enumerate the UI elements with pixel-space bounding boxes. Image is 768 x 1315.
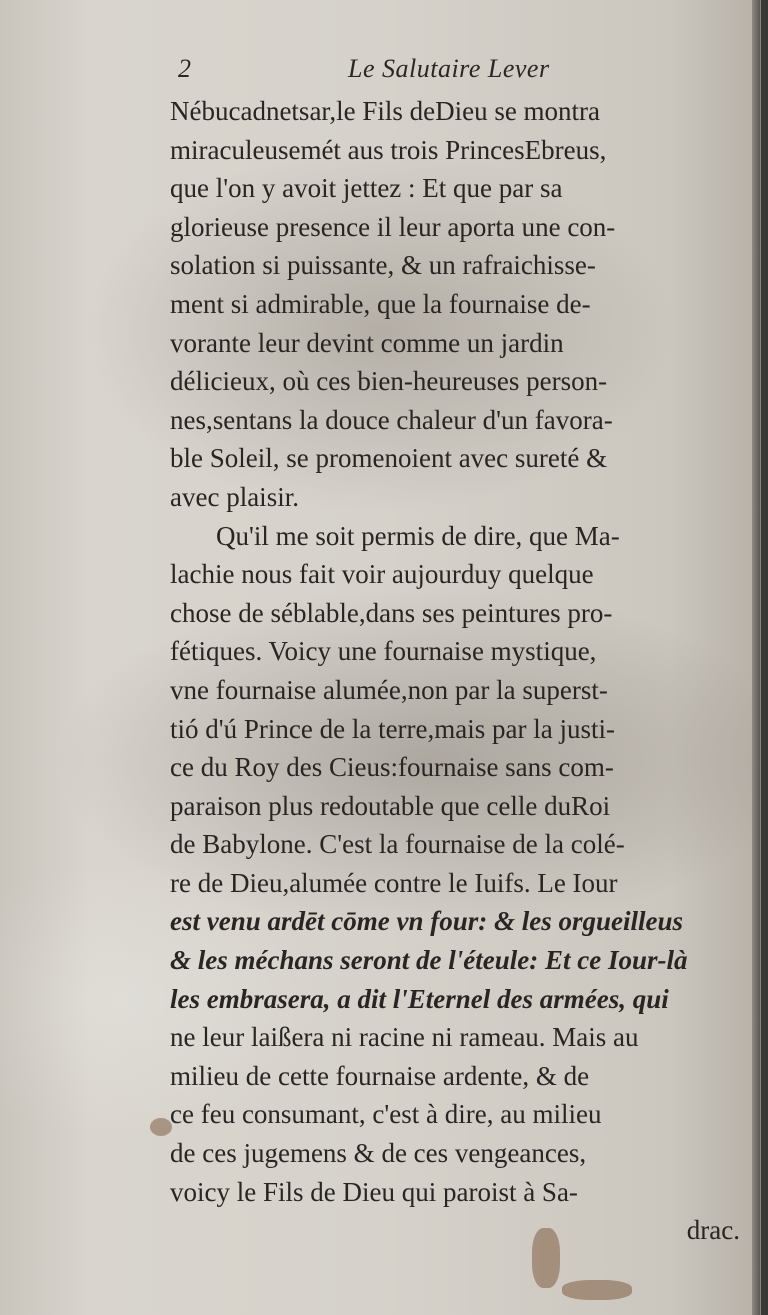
text-line: tió d'ú Prince de la terre,mais par la justi- bbox=[170, 713, 615, 744]
text-line: voicy le Fils de Dieu qui paroist à Sa- bbox=[170, 1176, 578, 1207]
text-line: drac. bbox=[686, 1215, 740, 1246]
italic-quote-line: & les méchans seront de l'éteule: Et ce Iour-là bbox=[170, 945, 688, 976]
italic-quote-line: les embrasera, a dit l'Eternel des armées, qui bbox=[170, 983, 669, 1014]
text-line: vorante leur devint comme un jardin bbox=[170, 327, 564, 358]
text-line: ble Soleil, se promenoient avec sureté & bbox=[170, 443, 608, 474]
paper-stain bbox=[562, 1280, 632, 1300]
text-line: solation si puissante, & un rafraichisse- bbox=[170, 250, 596, 281]
text-line: paraison plus redoutable que celle duRoi bbox=[170, 790, 611, 821]
text-line: milieu de cette fournaise ardente, & de bbox=[170, 1060, 590, 1091]
paper-stain bbox=[150, 1118, 172, 1136]
text-line: Qu'il me soit permis de dire, que Ma- bbox=[216, 520, 620, 551]
text-line: fétiques. Voicy une fournaise mystique, bbox=[170, 636, 597, 667]
text-line: ce feu consumant, c'est à dire, au milieu bbox=[170, 1099, 602, 1130]
text-line: ment si admirable, que la fournaise de- bbox=[170, 288, 591, 319]
running-title: Le Salutaire Lever bbox=[348, 54, 550, 83]
text-line: ne leur laißera ni racine ni rameau. Mais au bbox=[170, 1022, 639, 1053]
text-line: re de Dieu,alumée contre le Iuifs. Le Iour bbox=[170, 867, 618, 898]
text-line: glorieuse presence il leur aporta une con- bbox=[170, 211, 616, 242]
text-line: de Babylone. C'est la fournaise de la colé- bbox=[170, 829, 625, 860]
text-line: nes,sentans la douce chaleur d'un favora- bbox=[170, 404, 613, 435]
text-line: Nébucadnetsar,le Fils deDieu se montra bbox=[170, 96, 601, 126]
text-line: vne fournaise alumée,non par la superst- bbox=[170, 674, 608, 705]
body-text bbox=[170, 92, 758, 1250]
italic-quote-line: est venu ardēt cōme vn four: & les orgueilleus bbox=[170, 906, 683, 937]
text-line: de ces jugemens & de ces vengeances, bbox=[170, 1138, 587, 1169]
text-line: chose de séblable,dans ses peintures pro- bbox=[170, 597, 613, 628]
page-number: 2 bbox=[178, 54, 191, 83]
text-line: délicieux, où ces bien-heureuses person- bbox=[170, 366, 608, 397]
text-line: avec plaisir. bbox=[170, 481, 299, 512]
text-line: ce du Roy des Cieus:fournaise sans com- bbox=[170, 752, 614, 783]
running-head bbox=[178, 54, 758, 90]
text-line: miraculeusemét aus trois PrincesEbreus, bbox=[170, 134, 607, 165]
text-line: lachie nous fait voir aujourduy quelque bbox=[170, 559, 594, 590]
text-line: que l'on y avoit jettez : Et que par sa bbox=[170, 173, 563, 204]
